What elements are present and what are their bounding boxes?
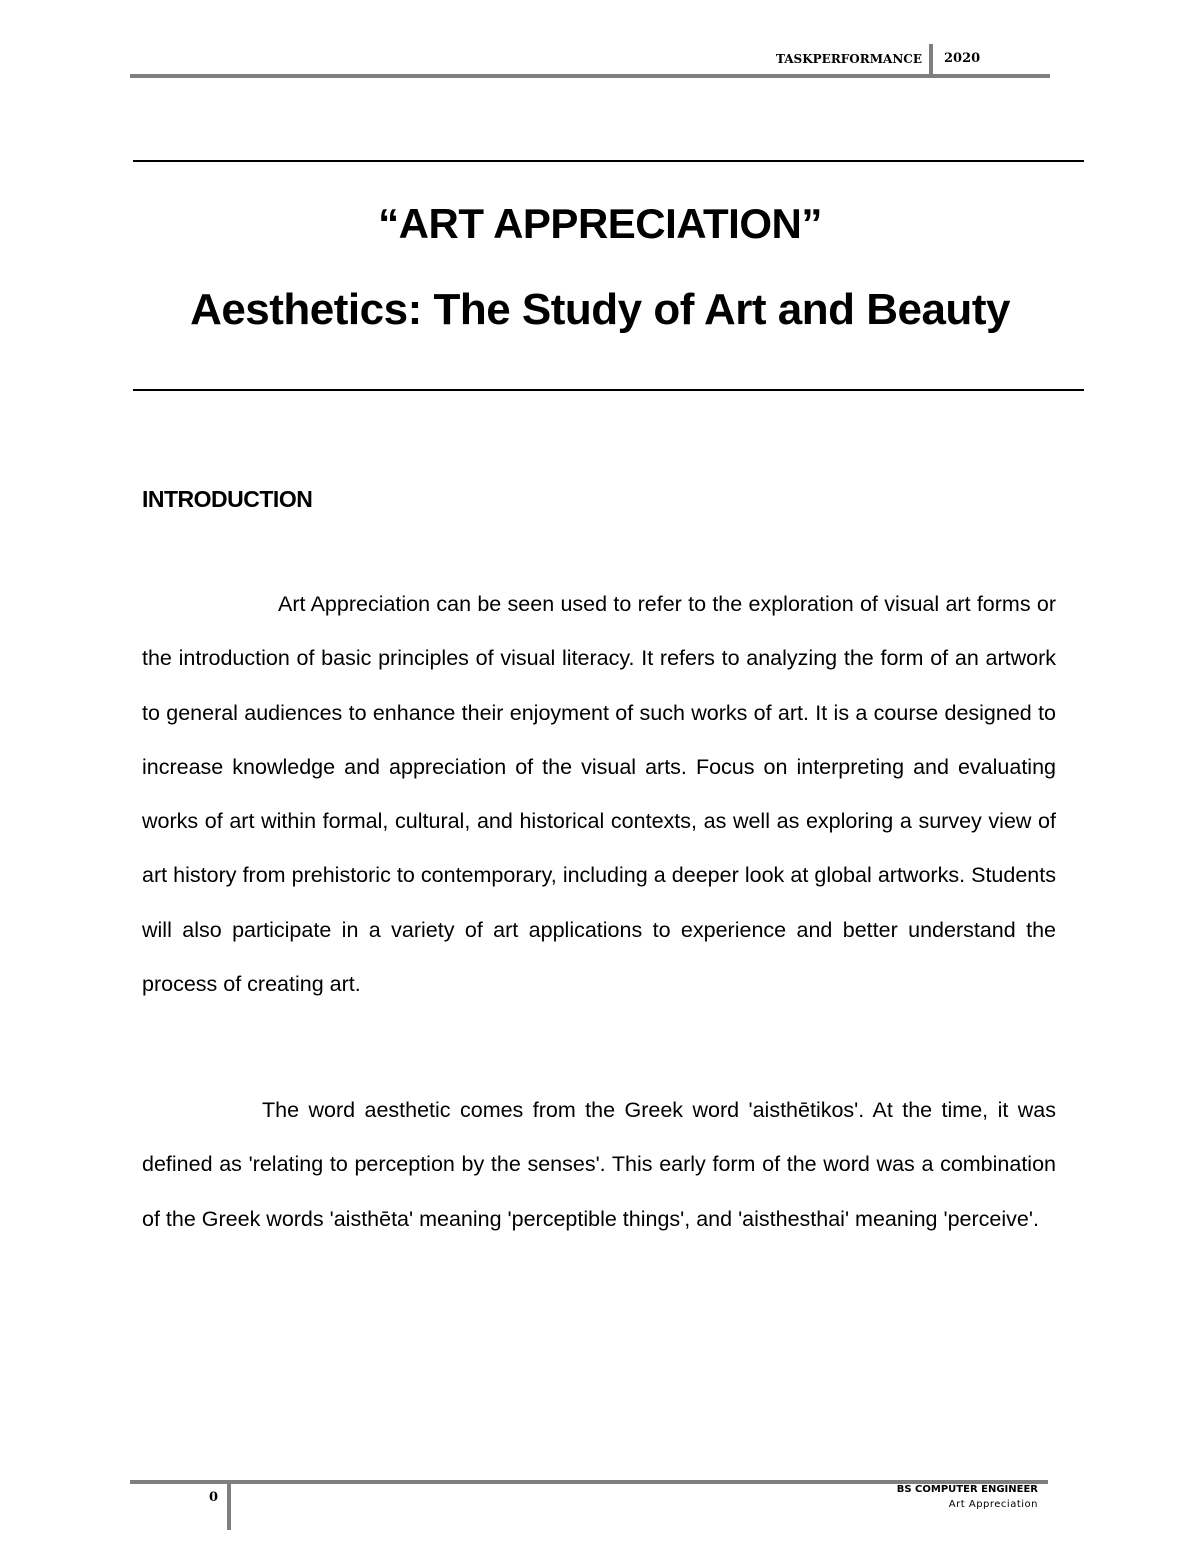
footer-page-number: 0 (208, 1490, 218, 1505)
intro-paragraph-1: Art Appreciation can be seen used to refer to the exploration of visual art forms or the introduction of basic principles of visual literacy. It refers to analyzing the form of an artwork to general audiences to enhance their enjoyment of such works of art. It is a course designed to increase knowledge and appreciation of the visual arts. Focus on interpreting and evaluating works of art within formal, cultural, and historical contexts, as well as exploring a survey view of art history from prehistoric to contemporary, including a deeper look at global artworks. Students will also participate in a variety of art applications to experience and better understand the process of creating art. (142, 592, 1056, 997)
header-separator (929, 44, 933, 74)
title-top-rule (133, 160, 1084, 162)
footer-subject: Art Appreciation (948, 1499, 1038, 1510)
header-rule (130, 74, 1050, 78)
footer-course: BS COMPUTER ENGINEER (896, 1484, 1038, 1495)
title-bottom-rule (133, 389, 1084, 391)
header-year: 2020 (944, 51, 981, 66)
header-label: TASKPERFORMANCE (775, 52, 922, 66)
document-subtitle: Aesthetics: The Study of Art and Beauty (190, 285, 1010, 334)
footer-separator (227, 1484, 231, 1530)
document-title: “ART APPRECIATION” (378, 200, 822, 247)
section-heading: INTRODUCTION (142, 486, 313, 512)
intro-paragraph-2: The word aesthetic comes from the Greek word 'aisthētikos'. At the time, it was defined as 'relating to perception by the senses'. This early form of the word was a combination of the Greek words 'aisthēta' meaning 'perceptible things', and 'aisthesthai' meaning 'perceive'. (142, 1098, 1056, 1231)
